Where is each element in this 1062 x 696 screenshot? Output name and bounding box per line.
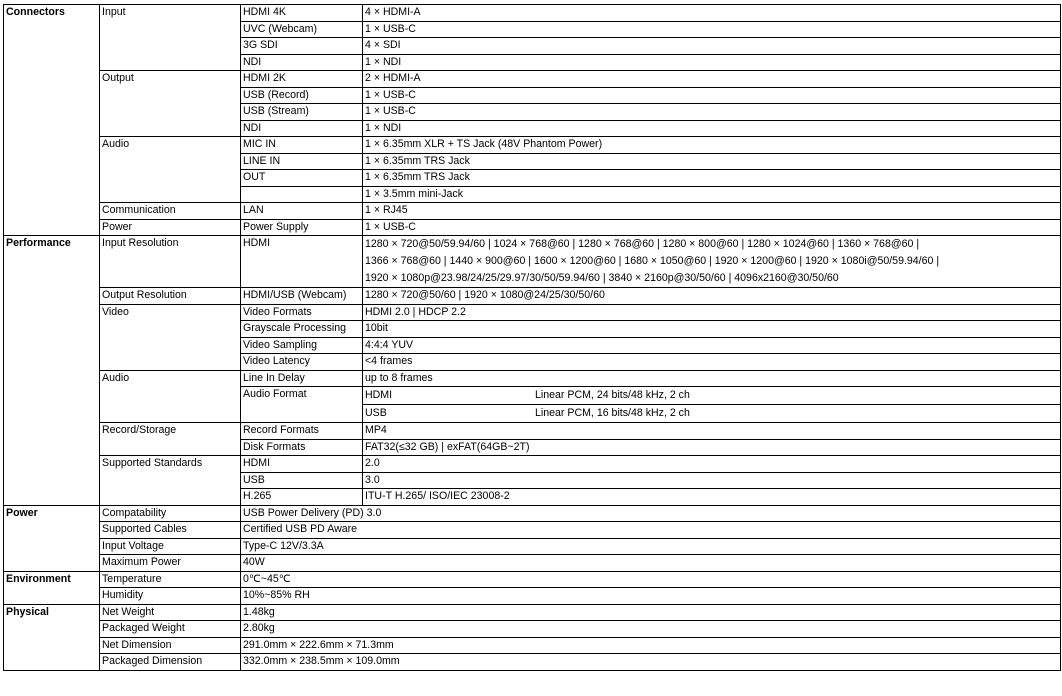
spec-row [4,621,1061,638]
subcategory-cell: Packaged Weight [100,621,241,638]
spec-value: 1 × NDI [363,54,1061,71]
subcategory-cell: Maximum Power [100,555,241,572]
spec-value: 1 × NDI [363,120,1061,137]
spec-value-multiline [363,236,1061,288]
spec-label: NDI [241,120,363,137]
spec-value: 2 × HDMI-A [363,71,1061,88]
spec-value: 1 × USB-C [363,219,1061,236]
audio-format-interface: HDMI [365,389,393,401]
spec-label: HDMI/USB (Webcam) [241,288,363,305]
spec-label: NDI [241,54,363,71]
subcategory-cell: Supported Standards [100,456,241,506]
spec-value: 1 × 6.35mm TRS Jack [363,153,1061,170]
spec-value: HDMI 2.0 | HDCP 2.2 [363,304,1061,321]
spec-value: 1 × 6.35mm TRS Jack [363,170,1061,187]
subcategory-cell: Compatability [100,505,241,522]
subcategory-cell: Input Voltage [100,538,241,555]
subcategory-cell: Communication [100,203,241,220]
spec-value: 1 × RJ45 [363,203,1061,220]
spec-label: USB (Stream) [241,104,363,121]
spec-label: LINE IN [241,153,363,170]
spec-row [4,236,1061,288]
spec-label: OUT [241,170,363,187]
spec-label: Video Sampling [241,337,363,354]
spec-value: <4 frames [363,354,1061,371]
spec-label: Disk Formats [241,439,363,456]
spec-value: 1.48kg [241,604,1061,621]
spec-row [4,571,1061,588]
spec-row [4,522,1061,539]
spec-row [4,370,1061,387]
spec-value: 1 × USB-C [363,104,1061,121]
spec-row [4,5,1061,22]
subcategory-cell: Net Weight [100,604,241,621]
spec-label: HDMI [241,236,363,288]
spec-row [4,456,1061,473]
spec-label: HDMI [241,456,363,473]
subcategory-cell: Record/Storage [100,423,241,456]
subcategory-cell: Net Dimension [100,637,241,654]
spec-row [4,137,1061,154]
spec-value: USB Power Delivery (PD) 3.0 [241,505,1061,522]
spec-value: FAT32(≤32 GB) | exFAT(64GB~2T) [363,439,1061,456]
subcategory-cell: Packaged Dimension [100,654,241,671]
spec-label: Record Formats [241,423,363,440]
spec-label: LAN [241,203,363,220]
spec-value: 10%~85% RH [241,588,1061,605]
audio-format-value: Linear PCM, 24 bits/48 kHz, 2 ch [535,389,690,401]
spec-row [4,288,1061,305]
spec-value: 1280 × 720@50/60 | 1920 × 1080@24/25/30/50/60 [363,288,1061,305]
spec-value-line: 1366 × 768@60 | 1440 × 900@60 | 1600 × 1200@60 | 1680 × 1050@60 | 1920 × 1200@60 | 1920 × 1080i@50/59.94/60 | [365,255,940,267]
spec-row [4,637,1061,654]
spec-row [4,71,1061,88]
spec-value: 4 × HDMI-A [363,5,1061,22]
spec-value: 10bit [363,321,1061,338]
spec-value: Certified USB PD Aware [241,522,1061,539]
subcategory-cell: Supported Cables [100,522,241,539]
subcategory-cell: Audio [100,137,241,203]
spec-value: 291.0mm × 222.6mm × 71.3mm [241,637,1061,654]
subcategory-cell: Video [100,304,241,370]
spec-value: 332.0mm × 238.5mm × 109.0mm [241,654,1061,671]
audio-format-row [363,404,1060,422]
spec-row [4,588,1061,605]
spec-value: 0℃~45℃ [241,571,1061,588]
spec-label: Power Supply [241,219,363,236]
spec-row [4,654,1061,671]
spec-value: 2.0 [363,456,1061,473]
spec-label: HDMI 4K [241,5,363,22]
subcategory-cell: Audio [100,370,241,423]
spec-row [4,304,1061,321]
spec-label: MIC IN [241,137,363,154]
subcategory-cell: Output Resolution [100,288,241,305]
subcategory-cell: Input [100,5,241,71]
spec-value: 1 × 3.5mm mini-Jack [363,186,1061,203]
category-cell: Performance [4,236,100,506]
spec-label: USB [241,472,363,489]
subcategory-cell: Power [100,219,241,236]
spec-value: 4 × SDI [363,38,1061,55]
spec-label [241,186,363,203]
spec-row [4,219,1061,236]
audio-format-value: Linear PCM, 16 bits/48 kHz, 2 ch [535,407,690,419]
spec-value-line: 1920 × 1080p@23.98/24/25/29.97/30/50/59.94/60 | 3840 × 2160p@30/50/60 | 4096x2160@30/50/60 [365,272,839,284]
spec-value: ITU-T H.265/ ISO/IEC 23008-2 [363,489,1061,506]
spec-label: USB (Record) [241,87,363,104]
spec-label: H.265 [241,489,363,506]
spec-value: up to 8 frames [363,370,1061,387]
spec-label: 3G SDI [241,38,363,55]
subcategory-cell: Output [100,71,241,137]
spec-value: 2.80kg [241,621,1061,638]
subcategory-cell: Input Resolution [100,236,241,288]
spec-row [4,604,1061,621]
subcategory-cell: Temperature [100,571,241,588]
spec-value-sub [363,387,1061,423]
category-cell: Environment [4,571,100,604]
spec-label: Line In Delay [241,370,363,387]
category-cell: Physical [4,604,100,670]
spec-row [4,505,1061,522]
spec-row [4,203,1061,220]
spec-value: 40W [241,555,1061,572]
spec-label: Audio Format [241,387,363,423]
spec-label: HDMI 2K [241,71,363,88]
audio-format-interface: USB [365,407,387,419]
category-cell: Power [4,505,100,571]
spec-value: MP4 [363,423,1061,440]
spec-value: 4:4:4 YUV [363,337,1061,354]
spec-label: Grayscale Processing [241,321,363,338]
spec-label: UVC (Webcam) [241,21,363,38]
spec-value: 3.0 [363,472,1061,489]
subcategory-cell: Humidity [100,588,241,605]
spec-value: Type-C 12V/3.3A [241,538,1061,555]
spec-table [3,4,1061,671]
spec-row [4,555,1061,572]
spec-row [4,423,1061,440]
spec-table-body [4,5,1061,671]
spec-label: Video Latency [241,354,363,371]
spec-value: 1 × USB-C [363,21,1061,38]
spec-value: 1 × USB-C [363,87,1061,104]
audio-format-row [363,387,1060,404]
spec-label: Video Formats [241,304,363,321]
spec-row [4,538,1061,555]
spec-value: 1 × 6.35mm XLR + TS Jack (48V Phantom Power) [363,137,1061,154]
spec-value-line: 1280 × 720@50/59.94/60 | 1024 × 768@60 | 1280 × 768@60 | 1280 × 800@60 | 1280 × 1024@60 | 1360 × 768@60 | [365,238,920,250]
category-cell: Connectors [4,5,100,236]
